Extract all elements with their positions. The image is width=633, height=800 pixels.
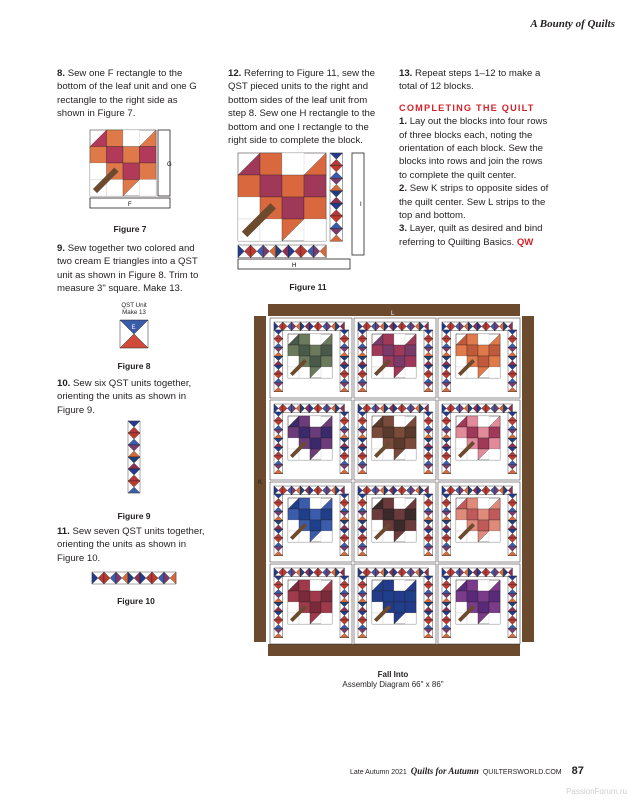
leaf-square: [489, 356, 500, 367]
background-square: [288, 356, 299, 367]
leaf-square: [288, 427, 299, 438]
leaf-square: [288, 345, 299, 356]
leaf-square: [456, 345, 467, 356]
footer-issue: Late Autumn 2021: [350, 769, 407, 776]
leaf-square: [489, 438, 500, 449]
leaf-square: [299, 427, 310, 438]
leaf-square: [467, 509, 478, 520]
leaf-square: [321, 509, 332, 520]
figure-10-diagram: [92, 572, 180, 584]
leaf-square: [310, 602, 321, 613]
background-square: [107, 180, 124, 197]
leaf-square: [394, 520, 405, 531]
footer-magazine: Quilts for Autumn: [410, 766, 479, 776]
background-square: [478, 416, 489, 427]
figure-9-diagram: [128, 421, 140, 501]
background-square: [372, 602, 383, 613]
leaf-unit: [90, 130, 156, 196]
label-k: K: [258, 480, 263, 486]
background-square: [405, 449, 416, 460]
leaf-square: [282, 197, 304, 219]
background-square: [304, 219, 326, 241]
leaf-square: [90, 147, 107, 164]
leaf-square: [478, 509, 489, 520]
leaf-square: [394, 345, 405, 356]
background-square: [288, 520, 299, 531]
leaf-square: [405, 345, 416, 356]
section-heading: COMPLETING THE QUILT: [399, 102, 535, 113]
quilt-block: [438, 482, 520, 562]
leaf-square: [372, 591, 383, 602]
qst-caption: [112, 302, 156, 316]
running-header: A Bounty of Quilts: [530, 18, 615, 30]
background-square: [310, 334, 321, 345]
border-l-bottom: [268, 644, 520, 656]
background-square: [467, 613, 478, 624]
background-square: [383, 613, 394, 624]
label-f: F: [128, 202, 132, 208]
background-square: [288, 602, 299, 613]
figure-11-label: Figure 11: [289, 282, 327, 292]
leaf-square: [260, 175, 282, 197]
qst-unit-diagram: [120, 320, 148, 348]
background-square: [321, 449, 332, 460]
leaf-square: [478, 438, 489, 449]
leaf-square: [282, 175, 304, 197]
leaf-square: [456, 427, 467, 438]
assembly-diagram: [254, 304, 534, 664]
step-number: 8.: [57, 68, 66, 79]
background-square: [321, 613, 332, 624]
background-square: [478, 334, 489, 345]
leaf-square: [123, 147, 140, 164]
leaf-square: [405, 427, 416, 438]
leaf-square: [467, 416, 478, 427]
leaf-square: [310, 356, 321, 367]
label-i: I: [360, 202, 362, 208]
figure-8-label: Figure 8: [117, 361, 151, 371]
background-square: [489, 613, 500, 624]
background-square: [394, 498, 405, 509]
leaf-square: [394, 356, 405, 367]
leaf-square: [394, 591, 405, 602]
leaf-square: [478, 520, 489, 531]
quilt-block: [438, 564, 520, 644]
figure-11-diagram: [238, 153, 368, 273]
background-square: [383, 367, 394, 378]
background-square: [288, 438, 299, 449]
leaf-square: [310, 509, 321, 520]
leaf-square: [107, 147, 124, 164]
label-g: G: [167, 162, 172, 168]
background-square: [467, 531, 478, 542]
step-10: [57, 377, 205, 417]
leaf-square: [467, 345, 478, 356]
footer-site: QUILTERSWORLD.COM: [482, 769, 562, 776]
background-square: [478, 580, 489, 591]
background-square: [299, 613, 310, 624]
leaf-unit: [238, 153, 326, 241]
leaf-square: [478, 356, 489, 367]
quilt-layout: [254, 304, 534, 656]
background-square: [467, 367, 478, 378]
background-square: [310, 416, 321, 427]
leaf-square: [405, 356, 416, 367]
col3-text: [399, 67, 551, 249]
leaf-square: [478, 427, 489, 438]
leaf-square: [383, 334, 394, 345]
qst-caption-line-1: QST Unit: [121, 302, 147, 309]
leaf-square: [478, 602, 489, 613]
background-square: [394, 580, 405, 591]
background-square: [405, 613, 416, 624]
quilt-size: Assembly Diagram 66" x 86": [342, 680, 444, 689]
quilt-block: [354, 564, 436, 644]
footer: [350, 765, 584, 777]
leaf-square: [372, 509, 383, 520]
quilt-title: Fall Into: [377, 670, 409, 679]
leaf-square: [405, 509, 416, 520]
leaf-square: [299, 591, 310, 602]
qw-logo: QW: [516, 236, 534, 248]
leaf-square: [489, 520, 500, 531]
quilt-block: [354, 400, 436, 480]
leaf-square: [321, 520, 332, 531]
figure-7-label: Figure 7: [113, 224, 147, 234]
background-square: [394, 334, 405, 345]
leaf-square: [310, 438, 321, 449]
step-text: Lay out the blocks into four rows of three blocks each, noting the orientation of each block. Sew the blocks into rows and join the rows to complete the quilt center.: [399, 116, 548, 181]
background-square: [405, 367, 416, 378]
leaf-square: [310, 591, 321, 602]
step-text: Referring to Figure 11, sew the QST pieced units to the right and bottom sides of the leaf unit from step 8. Sew one H rectangle to the bottom and one I rectangle to the right side to complete the block.: [228, 68, 376, 147]
leaf-square: [321, 602, 332, 613]
leaf-square: [383, 591, 394, 602]
leaf-square: [310, 345, 321, 356]
background-square: [383, 449, 394, 460]
label-h: H: [292, 263, 297, 269]
background-square: [372, 438, 383, 449]
background-square: [140, 180, 157, 197]
leaf-square: [383, 509, 394, 520]
leaf-square: [405, 602, 416, 613]
leaf-square: [383, 345, 394, 356]
background-square: [299, 367, 310, 378]
background-square: [310, 498, 321, 509]
leaf-square: [394, 438, 405, 449]
step-number: 12.: [228, 68, 242, 79]
leaf-square: [288, 591, 299, 602]
qst-caption-line-2: Make 13: [122, 309, 146, 316]
leaf-square: [321, 591, 332, 602]
qst-row: [238, 245, 326, 258]
leaf-square: [321, 427, 332, 438]
assembly-caption: [318, 670, 468, 690]
leaf-square: [123, 163, 140, 180]
background-square: [489, 449, 500, 460]
background-square: [321, 367, 332, 378]
step-8: [57, 67, 205, 121]
figure-7-diagram: [90, 130, 190, 220]
label-e: E: [131, 325, 136, 331]
leaf-square: [299, 498, 310, 509]
background-square: [372, 356, 383, 367]
leaf-square: [299, 416, 310, 427]
leaf-square: [405, 591, 416, 602]
leaf-square: [321, 345, 332, 356]
quilt-block: [438, 400, 520, 480]
leaf-square: [467, 498, 478, 509]
quilt-block: [270, 482, 352, 562]
step-number: 9.: [57, 243, 66, 254]
leaf-square: [260, 153, 282, 175]
leaf-square: [489, 509, 500, 520]
leaf-square: [478, 591, 489, 602]
background-square: [456, 356, 467, 367]
leaf-square: [288, 509, 299, 520]
leaf-square: [107, 130, 124, 147]
background-square: [282, 153, 304, 175]
quilt-block: [354, 318, 436, 398]
leaf-square: [321, 356, 332, 367]
background-square: [321, 531, 332, 542]
leaf-square: [299, 580, 310, 591]
leaf-square: [405, 438, 416, 449]
quilt-block: [270, 400, 352, 480]
leaf-square: [299, 509, 310, 520]
step-text: Layer, quilt as desired and bind referring to Quilting Basics.: [399, 223, 543, 248]
leaf-square: [394, 602, 405, 613]
leaf-square: [489, 591, 500, 602]
leaf-square: [467, 427, 478, 438]
background-square: [260, 219, 282, 241]
figure-9-label: Figure 9: [117, 511, 151, 521]
background-square: [299, 531, 310, 542]
leaf-square: [456, 591, 467, 602]
leaf-square: [299, 334, 310, 345]
background-square: [456, 520, 467, 531]
leaf-square: [394, 427, 405, 438]
step-number: 11.: [57, 526, 70, 537]
leaf-square: [467, 591, 478, 602]
leaf-square: [489, 602, 500, 613]
leaf-square: [310, 427, 321, 438]
leaf-square: [383, 416, 394, 427]
background-square: [478, 498, 489, 509]
background-square: [456, 602, 467, 613]
watermark: PassionForum.ru: [566, 787, 627, 796]
leaf-square: [383, 427, 394, 438]
leaf-square: [372, 427, 383, 438]
step-11: [57, 525, 207, 565]
step-number: 3.: [399, 223, 408, 235]
leaf-square: [478, 345, 489, 356]
page-number: 87: [571, 765, 584, 777]
background-square: [489, 367, 500, 378]
quilt-block: [270, 318, 352, 398]
background-square: [299, 449, 310, 460]
leaf-square: [489, 427, 500, 438]
step-number: 1.: [399, 116, 408, 128]
border-k-left: [254, 316, 266, 642]
leaf-square: [467, 580, 478, 591]
border-k-right: [522, 316, 534, 642]
background-square: [405, 531, 416, 542]
leaf-square: [383, 498, 394, 509]
background-square: [310, 580, 321, 591]
step-number: 13.: [399, 68, 413, 79]
background-square: [489, 531, 500, 542]
step-12: [228, 67, 378, 147]
leaf-square: [383, 580, 394, 591]
step-text: Sew together two colored and two cream E triangles into a QST unit as shown in Figure 8. Trim to measure 3" square. Make 13.: [57, 243, 199, 295]
step-text: Repeat steps 1–12 to make a total of 12 blocks.: [399, 68, 541, 93]
background-square: [394, 416, 405, 427]
background-square: [123, 130, 140, 147]
step-text: Sew seven QST units together, orienting the units as shown in Figure 10.: [57, 526, 205, 564]
quilt-block: [270, 564, 352, 644]
step-number: 2.: [399, 183, 408, 195]
qst-column: [330, 153, 343, 241]
quilt-block: [438, 318, 520, 398]
leaf-square: [467, 334, 478, 345]
leaf-square: [394, 509, 405, 520]
leaf-square: [304, 197, 326, 219]
background-square: [90, 163, 107, 180]
step-9: [57, 242, 205, 296]
leaf-square: [304, 175, 326, 197]
step-number: 10.: [57, 378, 71, 389]
background-square: [467, 449, 478, 460]
leaf-square: [372, 345, 383, 356]
quilt-block: [354, 482, 436, 562]
leaf-square: [140, 163, 157, 180]
leaf-square: [238, 175, 260, 197]
leaf-square: [456, 509, 467, 520]
step-text: Sew K strips to opposite sides of the quilt center. Sew L strips to the top and bottom.: [399, 183, 549, 222]
background-square: [238, 197, 260, 219]
leaf-square: [321, 438, 332, 449]
leaf-square: [310, 520, 321, 531]
background-square: [456, 438, 467, 449]
leaf-square: [405, 520, 416, 531]
figure-10-label: Figure 10: [117, 596, 155, 606]
step-text: Sew one F rectangle to the bottom of the leaf unit and one G rectangle to the right side as shown in Figure 7.: [57, 68, 197, 120]
background-square: [372, 520, 383, 531]
step-text: Sew six QST units together, orienting the units as shown in Figure 9.: [57, 378, 192, 416]
leaf-square: [299, 345, 310, 356]
label-l: L: [391, 311, 395, 317]
background-square: [383, 531, 394, 542]
leaf-square: [140, 147, 157, 164]
leaf-square: [489, 345, 500, 356]
